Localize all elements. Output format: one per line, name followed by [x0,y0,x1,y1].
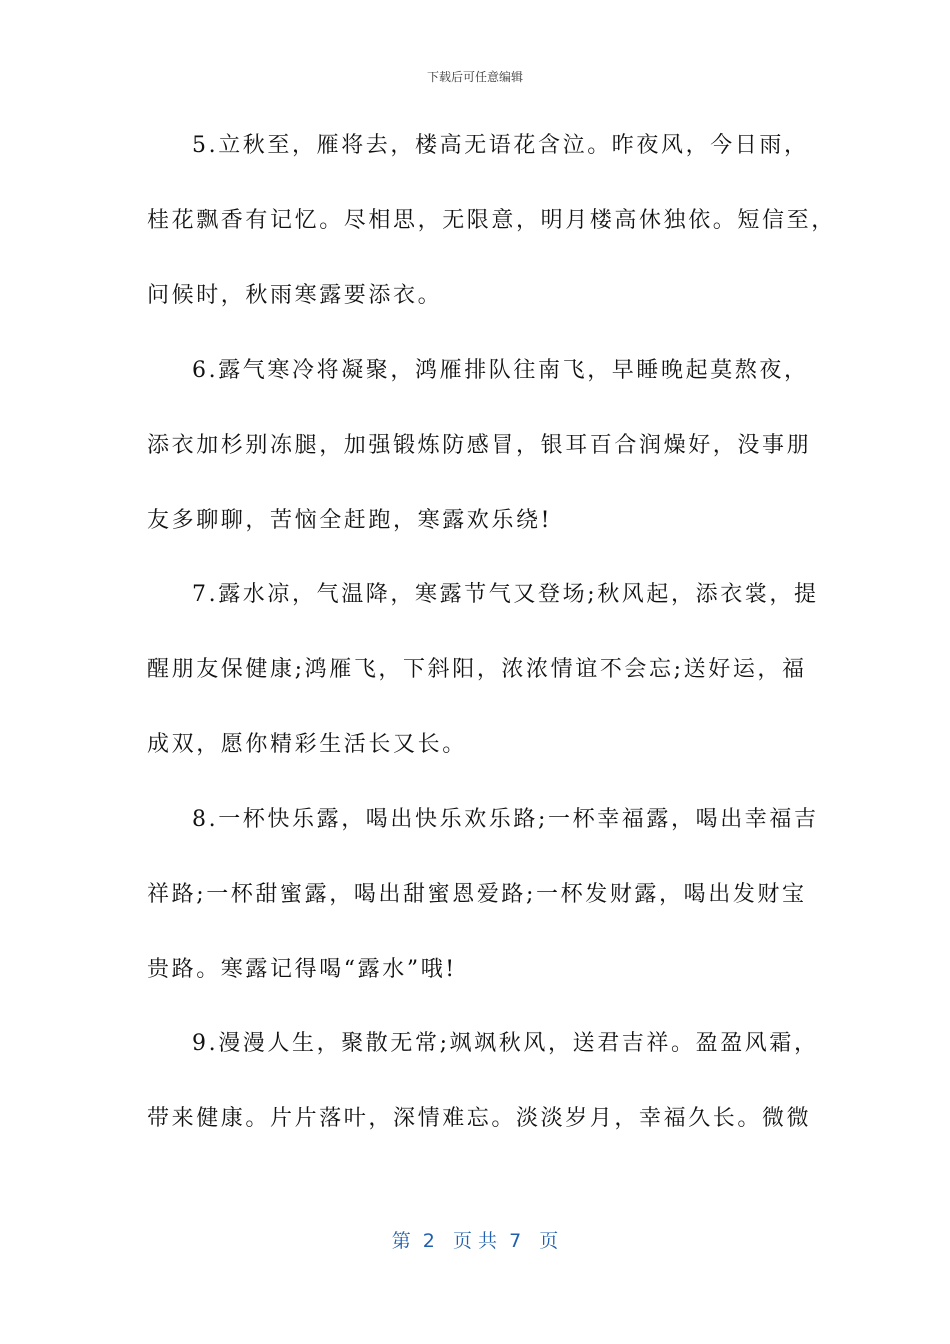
text-line: 带来健康。片片落叶，深情难忘。淡淡岁月，幸福久长。微微 [147,1106,812,1131]
text-line: 桂花飘香有记忆。尽相思，无限意，明月楼高休独依。短信至， [147,208,836,233]
text-line: 7.露水凉，气温降，寒露节气又登场;秋风起，添衣裳，提 [192,582,819,607]
header-note: 下载后可任意编辑 [426,70,523,84]
text-line: 成双，愿你精彩生活长又长。 [147,732,467,757]
text-line: 添衣加杉别冻腿，加强锻炼防感冒，银耳百合润燥好，没事朋 [147,433,812,458]
text-line: 问候时，秋雨寒露要添衣。 [147,283,443,308]
text-line: 5.立秋至，雁将去，楼高无语花含泣。昨夜风，今日雨， [192,133,809,158]
text-line: 8.一杯快乐露，喝出快乐欢乐路;一杯幸福露，喝出幸福吉 [192,807,819,832]
text-line: 友多聊聊，苦恼全赶跑，寒露欢乐绕! [147,508,553,533]
text-line: 醒朋友保健康;鸿雁飞，下斜阳，浓浓情谊不会忘;送好运，福 [147,657,807,682]
page-number-footer: 第 2 页 共 7 页 [391,1230,559,1252]
text-line: 贵路。寒露记得喝“露水”哦! [147,957,457,982]
text-line: 6.露气寒冷将凝聚，鸿雁排队往南飞，早睡晚起莫熬夜， [192,358,809,383]
text-line: 祥路;一杯甜蜜露，喝出甜蜜恩爱路;一杯发财露，喝出发财宝 [147,882,807,907]
text-line: 9.漫漫人生，聚散无常;飒飒秋风，送君吉祥。盈盈风霜， [192,1031,819,1056]
